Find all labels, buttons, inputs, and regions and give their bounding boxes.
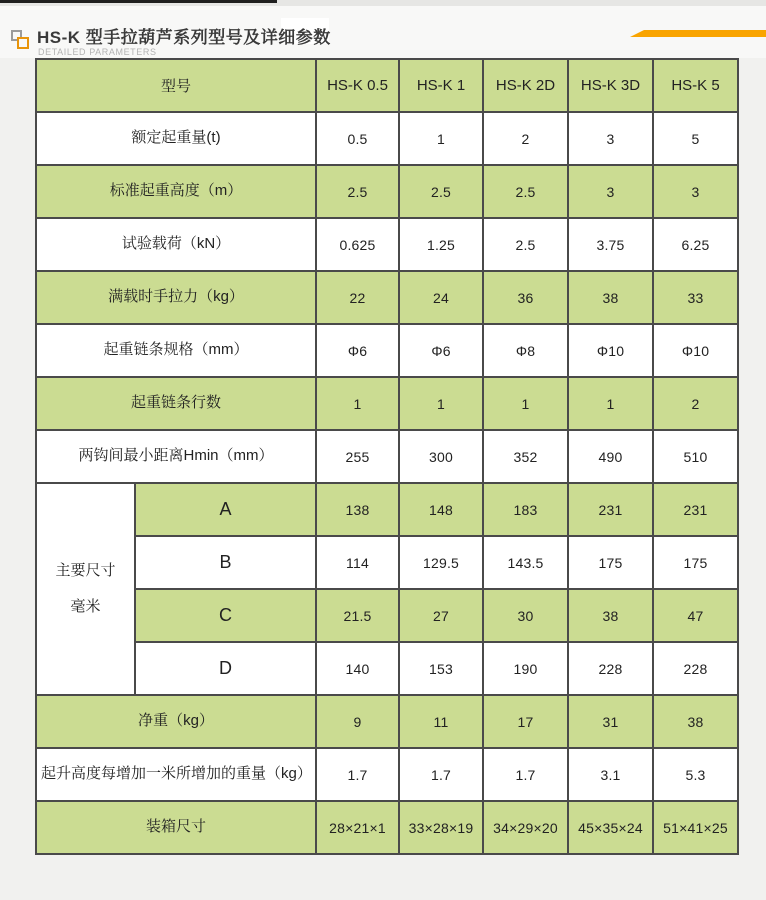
value-cell: 21.5 xyxy=(316,589,399,642)
value-cell: 6.25 xyxy=(653,218,738,271)
value-cell: 352 xyxy=(483,430,568,483)
model-header-cell: HS-K 3D xyxy=(568,59,653,112)
value-cell: 1 xyxy=(316,377,399,430)
model-header-cell: HS-K 0.5 xyxy=(316,59,399,112)
value-cell: 5.3 xyxy=(653,748,738,801)
value-cell: 129.5 xyxy=(399,536,483,589)
top-strip-dark-segment xyxy=(0,0,277,3)
value-cell: 231 xyxy=(653,483,738,536)
value-cell: 3.1 xyxy=(568,748,653,801)
value-cell: 2 xyxy=(653,377,738,430)
value-cell: 36 xyxy=(483,271,568,324)
table-row xyxy=(36,589,738,642)
model-header-cell: HS-K 1 xyxy=(399,59,483,112)
row-label-cell: 两钩间最小距离Hmin（mm） xyxy=(36,430,316,483)
spec-table-body xyxy=(36,59,738,854)
value-cell: 5 xyxy=(653,112,738,165)
value-cell: 31 xyxy=(568,695,653,748)
value-cell: 38 xyxy=(568,271,653,324)
value-cell: 0.5 xyxy=(316,112,399,165)
value-cell: 153 xyxy=(399,642,483,695)
dim-sub-label-cell: C xyxy=(135,589,316,642)
table-row xyxy=(36,377,738,430)
value-cell: 11 xyxy=(399,695,483,748)
value-cell: 3 xyxy=(568,112,653,165)
model-header-cell: HS-K 2D xyxy=(483,59,568,112)
value-cell: 140 xyxy=(316,642,399,695)
value-cell: 2.5 xyxy=(316,165,399,218)
value-cell: 1 xyxy=(399,377,483,430)
row-label-cell: 标准起重高度（m） xyxy=(36,165,316,218)
value-cell: 28×21×1 xyxy=(316,801,399,854)
dim-sub-label-cell: D xyxy=(135,642,316,695)
value-cell: 228 xyxy=(568,642,653,695)
section-header xyxy=(0,6,766,58)
value-cell: 34×29×20 xyxy=(483,801,568,854)
value-cell: 47 xyxy=(653,589,738,642)
value-cell: 231 xyxy=(568,483,653,536)
value-cell: 228 xyxy=(653,642,738,695)
table-row xyxy=(36,59,738,112)
table-row xyxy=(36,695,738,748)
table-row xyxy=(36,112,738,165)
value-cell: 1.7 xyxy=(399,748,483,801)
value-cell: 1.25 xyxy=(399,218,483,271)
pages-icon xyxy=(11,30,33,52)
table-row xyxy=(36,801,738,854)
row-label-cell: 起重链条规格（mm） xyxy=(36,324,316,377)
value-cell: 1.7 xyxy=(316,748,399,801)
row-label-cell: 额定起重量(t) xyxy=(36,112,316,165)
row-label-cell: 净重（kg） xyxy=(36,695,316,748)
value-cell: 183 xyxy=(483,483,568,536)
value-cell: 300 xyxy=(399,430,483,483)
value-cell: 2 xyxy=(483,112,568,165)
value-cell: 510 xyxy=(653,430,738,483)
row-label-cell: 满载时手拉力（kg） xyxy=(36,271,316,324)
value-cell: 3 xyxy=(653,165,738,218)
table-row xyxy=(36,430,738,483)
value-cell: 0.625 xyxy=(316,218,399,271)
value-cell: 1.7 xyxy=(483,748,568,801)
table-row xyxy=(36,324,738,377)
value-cell: 24 xyxy=(399,271,483,324)
table-row xyxy=(36,536,738,589)
table-row xyxy=(36,218,738,271)
value-cell: 17 xyxy=(483,695,568,748)
value-cell: 45×35×24 xyxy=(568,801,653,854)
value-cell: 143.5 xyxy=(483,536,568,589)
dim-group-label-line: 毫米 xyxy=(70,598,101,615)
value-cell: 3 xyxy=(568,165,653,218)
value-cell: 2.5 xyxy=(483,165,568,218)
dim-sub-label-cell: B xyxy=(135,536,316,589)
column-header-label-cell: 型号 xyxy=(36,59,316,112)
value-cell: 490 xyxy=(568,430,653,483)
value-cell: Φ6 xyxy=(316,324,399,377)
value-cell: 1 xyxy=(568,377,653,430)
value-cell: 9 xyxy=(316,695,399,748)
value-cell: 255 xyxy=(316,430,399,483)
model-header-cell: HS-K 5 xyxy=(653,59,738,112)
value-cell: 1 xyxy=(399,112,483,165)
row-label-cell: 装箱尺寸 xyxy=(36,801,316,854)
row-label-cell: 起重链条行数 xyxy=(36,377,316,430)
page-subtitle: DETAILED PARAMETERS xyxy=(38,47,157,57)
value-cell: 51×41×25 xyxy=(653,801,738,854)
value-cell: 3.75 xyxy=(568,218,653,271)
table-row xyxy=(36,642,738,695)
row-label-cell: 试验载荷（kN） xyxy=(36,218,316,271)
value-cell: 22 xyxy=(316,271,399,324)
value-cell: 190 xyxy=(483,642,568,695)
value-cell: 33 xyxy=(653,271,738,324)
value-cell: Φ10 xyxy=(568,324,653,377)
table-row xyxy=(36,483,738,536)
value-cell: 38 xyxy=(653,695,738,748)
value-cell: 2.5 xyxy=(399,165,483,218)
spec-table xyxy=(35,58,739,855)
value-cell: 114 xyxy=(316,536,399,589)
dim-group-label-line: 主要尺寸 xyxy=(55,562,116,579)
value-cell: 175 xyxy=(653,536,738,589)
value-cell: 33×28×19 xyxy=(399,801,483,854)
value-cell: 138 xyxy=(316,483,399,536)
row-label-cell: 起升高度每增加一米所增加的重量（kg） xyxy=(36,748,316,801)
dim-group-label-cell xyxy=(36,483,135,695)
value-cell: Φ8 xyxy=(483,324,568,377)
table-row xyxy=(36,165,738,218)
spec-table-container xyxy=(35,58,739,855)
value-cell: 27 xyxy=(399,589,483,642)
value-cell: 1 xyxy=(483,377,568,430)
table-row xyxy=(36,271,738,324)
value-cell: Φ10 xyxy=(653,324,738,377)
table-row xyxy=(36,748,738,801)
page-title: HS-K 型手拉葫芦系列型号及详细参数 xyxy=(37,28,331,47)
orange-accent-bar xyxy=(630,30,766,37)
pages-icon-front-square xyxy=(17,37,29,49)
value-cell: 148 xyxy=(399,483,483,536)
value-cell: Φ6 xyxy=(399,324,483,377)
value-cell: 175 xyxy=(568,536,653,589)
dim-sub-label-cell: A xyxy=(135,483,316,536)
value-cell: 2.5 xyxy=(483,218,568,271)
value-cell: 30 xyxy=(483,589,568,642)
value-cell: 38 xyxy=(568,589,653,642)
